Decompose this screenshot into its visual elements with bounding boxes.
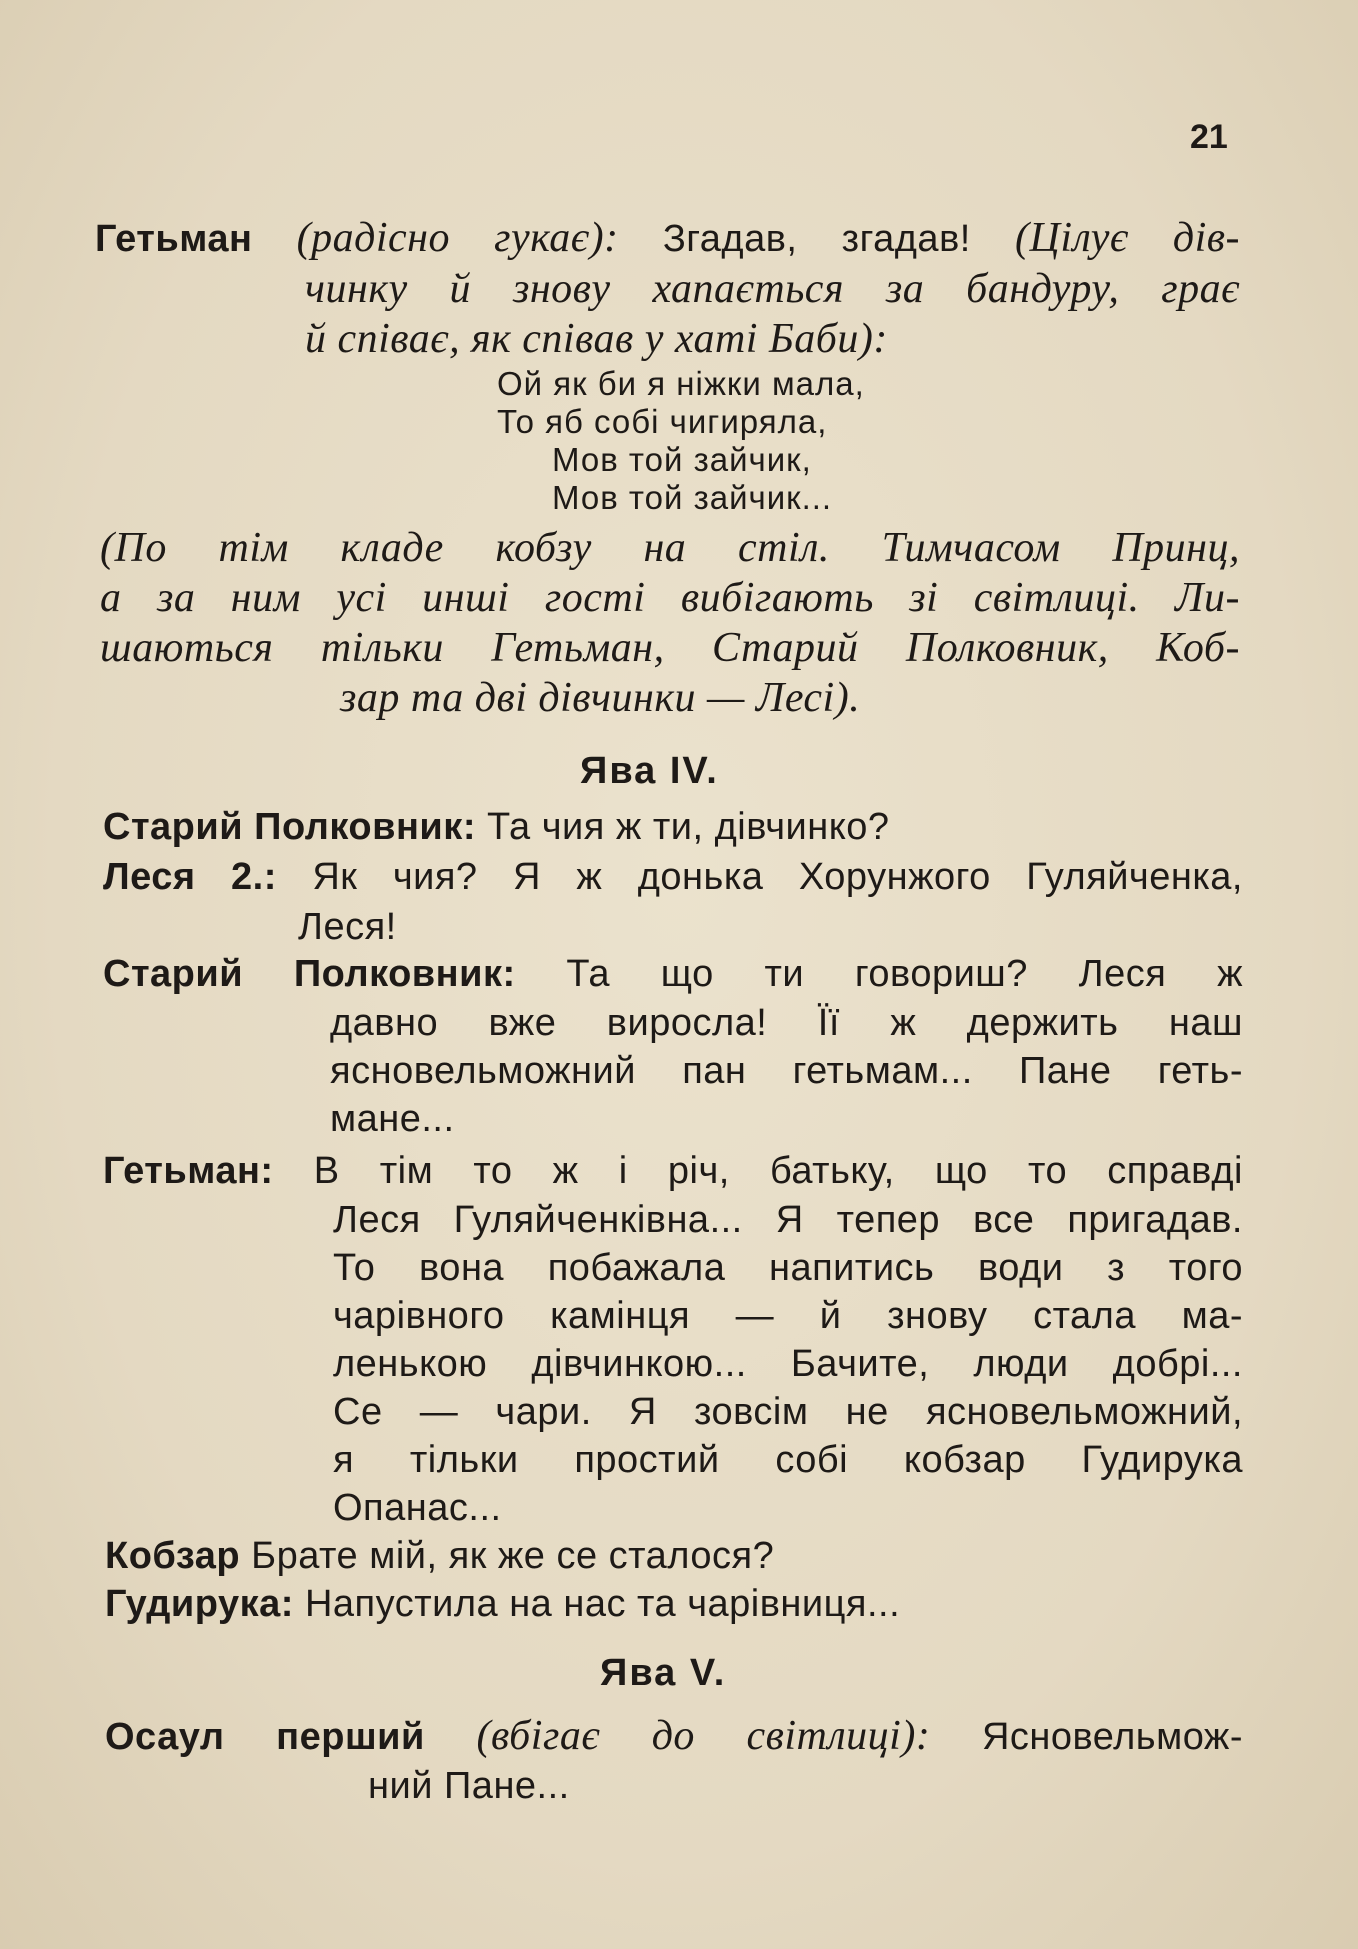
dialogue-text: Та чия ж ти, дівчинко?: [475, 806, 890, 848]
dialogue-text: ний Пане...: [368, 1765, 570, 1807]
verse-line: То яб собі чигиряла,: [497, 403, 828, 440]
dialogue-text: Напустила на нас та чарівниця...: [293, 1583, 901, 1625]
dialogue-text: ясновельможний пан гетьмам... Пане геть-: [330, 1050, 1243, 1092]
dialogue-text: То вона побажала напитись води з того: [333, 1247, 1243, 1289]
dialogue-text: Опанас...: [333, 1487, 502, 1529]
play-line: [105, 1581, 900, 1627]
stage-direction: зар та дві дівчинки — Лесі).: [340, 675, 861, 721]
dialogue-text: Та що ти говориш? Леся ж: [515, 953, 1243, 995]
play-line: [103, 804, 890, 850]
play-line: [103, 854, 1243, 900]
speaker-name: Гудирука:: [105, 1583, 294, 1625]
dialogue-text: Як чия? Я ж донька Хорунжого Гуляйченка,: [276, 856, 1243, 898]
speaker-name: Осаул перший: [105, 1716, 425, 1758]
dialogue-text: давно вже виросла! Її ж держить наш: [330, 1002, 1243, 1044]
play-line: [105, 1713, 1243, 1760]
play-line: [103, 1148, 1243, 1194]
speaker-name: Леся 2.:: [103, 856, 277, 898]
scene-heading: Ява IV.: [580, 750, 719, 792]
scene-heading: Ява V.: [600, 1652, 727, 1694]
dialogue-text: Леся Гуляйченківна... Я тепер все пригадав.: [333, 1199, 1243, 1241]
speaker-name: Кобзар: [105, 1535, 241, 1577]
verse-line: Мов той зайчик...: [552, 479, 833, 516]
stage-direction: (Цілує дів-: [1015, 215, 1241, 261]
verse-line: Мов той зайчик,: [552, 441, 812, 478]
speaker-name: Гетьман: [95, 218, 253, 260]
dialogue-text: Се — чари. Я зовсім не ясновельможний,: [333, 1391, 1243, 1433]
page-number: 21: [1190, 118, 1228, 156]
stage-direction: а за ним усі инші гості вибігають зі світлиці. Ли-: [100, 575, 1240, 621]
dialogue-text: Брате мій, як же се сталося?: [240, 1535, 775, 1577]
verse-line: Ой як би я ніжки мала,: [497, 365, 865, 402]
stage-direction: (вбігає до світлиці):: [476, 1713, 931, 1759]
dialogue-text: Леся!: [298, 906, 397, 948]
speaker-name: Старий Полковник:: [103, 953, 516, 995]
play-line: [103, 951, 1243, 997]
dialogue-text: я тільки простий собі кобзар Гудирука: [333, 1439, 1243, 1481]
play-line: [95, 215, 1240, 262]
play-line: [105, 1533, 774, 1579]
dialogue-text: чарівного камінця — й знову стала ма-: [333, 1295, 1243, 1337]
stage-direction: шаються тільки Гетьман, Старий Полковник, Коб-: [100, 625, 1240, 671]
stage-direction: чинку й знову хапається за бандуру, грає: [305, 266, 1240, 312]
stage-direction: (По тім кладе кобзу на стіл. Тимчасом Принц,: [100, 525, 1240, 571]
dialogue-text: мане...: [330, 1098, 455, 1140]
stage-direction: (радісно гукає):: [296, 215, 619, 261]
speaker-name: Старий Полковник:: [103, 806, 476, 848]
stage-direction: й співає, як співав у хаті Баби):: [305, 316, 888, 362]
speaker-name: Гетьман:: [103, 1150, 274, 1192]
dialogue-text: В тім то ж і річ, батьку, що то справді: [273, 1150, 1243, 1192]
dialogue-text: Ясновельмож-: [981, 1716, 1244, 1758]
dialogue-text: ленькою дівчинкою... Бачите, люди добрі...: [333, 1343, 1243, 1385]
dialogue-text: Згадав, згадав!: [662, 218, 1016, 260]
